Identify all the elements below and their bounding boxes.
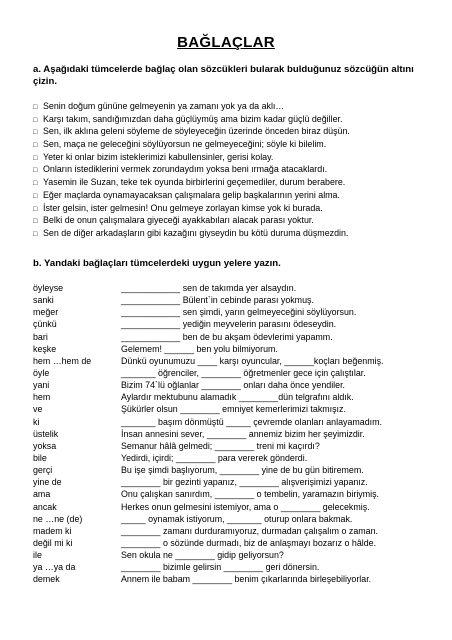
fill-in-sentence: Bu işe şimdi başlıyorum, ________ yine de bu gün bitiremem. [121, 465, 364, 476]
table-row [33, 416, 448, 428]
conjunction-label: ama [33, 489, 51, 500]
conjunction-label: çünkü [33, 319, 57, 330]
list-item [33, 214, 443, 227]
sentence-text: Sen, maça ne geleceğini söylüyorsun ne gelmeyeceğini; söyle ki bilelim. [43, 139, 327, 150]
conjunction-label: yine de [33, 477, 62, 488]
table-row [33, 282, 448, 294]
list-item [33, 176, 443, 189]
fill-in-sentence: İnsan annesini sever, ________ annemiz bizim her şeyimizdir. [121, 428, 365, 439]
conjunction-label: hem …hem de [33, 355, 92, 366]
fill-in-sentence: Aylardır mektubunu alamadık ________dün telgrafını aldık. [121, 392, 354, 403]
conjunction-label: üstelik [33, 428, 59, 439]
fill-in-sentence: ____________ Bülent`in cebinde parası yokmuş. [121, 295, 314, 306]
table-row [33, 367, 448, 379]
sentence-text: Eğer maçlarda oynamayacaksan çalışmalara gelip başkalarının yerini alma. [43, 189, 340, 200]
fill-in-sentence: Şükürler olsun ________ emniyet kemerlerimizi takmışız. [121, 404, 346, 415]
fill-in-sentence: _______ başım dönmüştü _____ çevremde olanları anlayamadım. [121, 416, 382, 427]
checkbox-square-icon: □ [33, 167, 38, 175]
table-row [33, 379, 448, 391]
list-item [33, 189, 443, 202]
checkbox-square-icon: □ [33, 192, 38, 200]
list-item [33, 125, 443, 138]
sentence-text: Karşı takım, sandığımızdan daha güçlüymüş ama bizim kadar güçlü değiller. [43, 113, 343, 124]
fill-in-sentence: ________ bizimle gelirsin ________ geri dönersin. [121, 562, 320, 573]
fill-in-sentence: ____________ ben de bu akşam ödevlerimi yapamm. [121, 331, 333, 342]
fill-in-sentence: ________ o sözünde durmadı, biz de anlaşmayı bozarız o hâlde. [121, 537, 377, 548]
section-b-list [33, 282, 448, 586]
fill-in-sentence: _______ öğrenciler, ________ öğretmenler gece için çalıştılar. [121, 367, 366, 378]
list-item [33, 113, 443, 126]
checkbox-square-icon: □ [33, 205, 38, 213]
sentence-text: Onların istediklerini vermek zorundaydım yoksa beni ırmağa atacaklardı. [43, 164, 328, 175]
fill-in-sentence: Bizim 74`lü oğlanlar ________ onları daha önce yendiler. [121, 380, 345, 391]
conjunction-label: ve [33, 404, 43, 415]
section-b-instruction: b. Yandaki bağlaçları tümcelerdeki uygun yelere yazın. [33, 258, 281, 269]
table-row [33, 403, 448, 415]
list-item [33, 163, 443, 176]
conjunction-label: ne …ne (de) [33, 513, 83, 524]
table-row [33, 440, 448, 452]
table-row [33, 476, 448, 488]
table-row [33, 331, 448, 343]
checkbox-square-icon: □ [33, 142, 38, 150]
checkbox-square-icon: □ [33, 129, 38, 137]
table-row [33, 513, 448, 525]
sentence-text: Yasemin ile Suzan, teke tek oyunda birbirlerini geçemediler, durum berabere. [43, 177, 346, 188]
table-row [33, 537, 448, 549]
conjunction-label: ya …ya da [33, 562, 76, 573]
checkbox-square-icon: □ [33, 104, 38, 111]
sentence-text: Sen de diğer arkadaşların gibi kazağını giyseydin bu kötü duruma düşmezdin. [43, 227, 349, 238]
section-a-list [33, 100, 443, 240]
table-row [33, 525, 448, 537]
table-row [33, 501, 448, 513]
table-row [33, 464, 448, 476]
conjunction-label: bari [33, 331, 48, 342]
list-item [33, 151, 443, 164]
table-row [33, 428, 448, 440]
list-item [33, 227, 443, 240]
checkbox-square-icon: □ [33, 154, 38, 162]
table-row [33, 318, 448, 330]
checkbox-square-icon: □ [33, 218, 38, 226]
table-row [33, 488, 448, 500]
conjunction-label: yoksa [33, 440, 57, 451]
conjunction-label: ile [33, 550, 42, 561]
sentence-text: Sen, ilk aklına geleni söyleme de söyleyeceğin üzerinde önceden biraz düşün. [43, 126, 350, 137]
conjunction-label: hem [33, 392, 51, 403]
conjunction-label: ancak [33, 501, 57, 512]
fill-in-sentence: Onu çalışkan sanırdım, ________ o tembelin, yaramazın biriymiş. [121, 489, 379, 500]
conjunction-label: öyle [33, 367, 50, 378]
conjunction-label: gerçi [33, 465, 53, 476]
fill-in-sentence: Annem ile babam ________ benim çıkarlarında birleşebiliyorlar. [121, 574, 372, 585]
sentence-text: Yeter ki onlar bizim isteklerimizi kabullensinler, gerisi kolay. [43, 151, 274, 162]
section-a-instruction: a. Aşağıdaki tümcelerde bağlaç olan sözcükleri bularak bulduğunuz sözcüğün altını çizin. [33, 64, 414, 87]
fill-in-sentence: ________ bir gezinti yapanız, ________ alışverişimizi yapanız. [121, 477, 368, 488]
table-row [33, 549, 448, 561]
table-row [33, 294, 448, 306]
checkbox-square-icon: □ [33, 230, 38, 238]
checkbox-square-icon: □ [33, 180, 38, 188]
table-row [33, 391, 448, 403]
table-row [33, 452, 448, 464]
conjunction-label: sanki [33, 295, 54, 306]
fill-in-sentence: ____________ sen şimdi, yarın gelmeyeceğini söylüyorsun. [121, 307, 357, 318]
conjunction-label: öyleyse [33, 283, 64, 293]
sentence-text: İster gelsin, ister gelmesin! Onu gelmeye zorlayan kimse yok ki burada. [43, 202, 323, 213]
list-item [33, 202, 443, 215]
list-item [33, 100, 443, 113]
conjunction-label: demek [33, 574, 60, 585]
fill-in-sentence: Herkes onun gelmesini istemiyor, ama o ________ gelecekmiş. [121, 501, 370, 512]
page-title: BAĞLAÇLAR [177, 34, 275, 51]
table-row [33, 561, 448, 573]
fill-in-sentence: Sen okula ne ________ gidip geliyorsun? [121, 550, 284, 561]
list-item [33, 138, 443, 151]
conjunction-label: madem ki [33, 525, 72, 536]
sentence-text: Belki de onun çalışmalara giyeceği ayakkabıları alacak parası yoktur. [43, 215, 314, 226]
conjunction-label: bile [33, 452, 47, 463]
fill-in-sentence: _____ oynamak istiyorum, _______ oturup onlara bakmak. [121, 513, 353, 524]
conjunction-label: ki [33, 416, 40, 427]
fill-in-sentence: ________ zamanı durduramıyoruz, durmadan çalışalım o zaman. [121, 525, 379, 536]
fill-in-sentence: Dünkü oyunumuzu ____ karşı oyuncular, ______koçları beğenmiş. [121, 355, 384, 366]
table-row [33, 306, 448, 318]
table-row [33, 343, 448, 355]
sentence-text: Senin doğum gününe gelmeyenin ya zamanı yok ya da aklı… [43, 101, 285, 111]
fill-in-sentence: ____________ sen de takımda yer alsaydın. [121, 283, 297, 293]
conjunction-label: yani [33, 380, 50, 391]
table-row [33, 355, 448, 367]
conjunction-label: meğer [33, 307, 59, 318]
checkbox-square-icon: □ [33, 116, 38, 124]
fill-in-sentence: Gelemem! ______ ben yolu bilmiyorum. [121, 343, 278, 354]
table-row [33, 573, 448, 585]
fill-in-sentence: ____________ yediğin meyvelerin parasını ödeseydin. [121, 319, 337, 330]
conjunction-label: keşke [33, 343, 57, 354]
conjunction-label: değil mi ki [33, 537, 73, 548]
fill-in-sentence: Semanur hâlâ gelmedi; ________ treni mi kaçırdı? [121, 440, 320, 451]
fill-in-sentence: Yedirdi, içirdi; ________ para vererek gönderdi. [121, 452, 308, 463]
